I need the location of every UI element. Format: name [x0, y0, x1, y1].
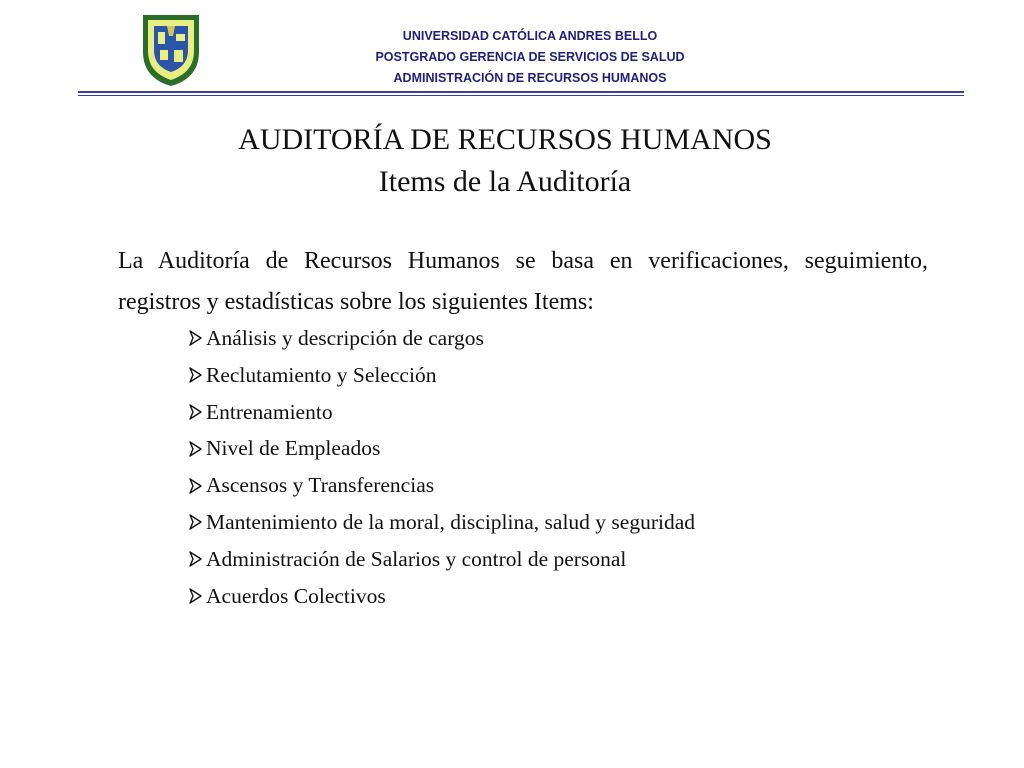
- list-item: [184, 578, 695, 615]
- list-item-label: Análisis y descripción de cargos: [206, 326, 484, 350]
- arrow-right-icon: [184, 586, 204, 606]
- intro-paragraph: La Auditoría de Recursos Humanos se basa en verificaciones, seguimiento, registros y estadísticas sobre los siguientes Items:: [118, 248, 928, 315]
- slide-subtitle: Items de la Auditoría: [378, 165, 632, 198]
- arrow-right-icon: [184, 328, 204, 348]
- list-item-label: Entrenamiento: [206, 399, 333, 424]
- list-item: [184, 320, 695, 357]
- list-item: [184, 504, 695, 541]
- arrow-right-icon: [184, 402, 204, 422]
- list-item-label: Mantenimiento de la moral, disciplina, salud y seguridad: [206, 509, 696, 534]
- arrow-right-icon: [184, 512, 204, 532]
- arrow-right-icon: [184, 549, 204, 569]
- list-item: [184, 357, 695, 394]
- university-logo: [140, 12, 202, 88]
- header-divider-thin: [78, 95, 964, 96]
- list-item-label: Ascensos y Transferencias: [206, 473, 435, 498]
- institution-header: [250, 26, 810, 89]
- list-item: [184, 430, 695, 467]
- list-item-label: Administración de Salarios y control de personal: [206, 546, 627, 571]
- list-item-label: Acuerdos Colectivos: [206, 583, 386, 608]
- header-department: ADMINISTRACIÓN DE RECURSOS HUMANOS: [393, 71, 667, 85]
- header-divider-thick: [78, 91, 964, 93]
- list-item: [184, 541, 695, 578]
- list-item: [184, 467, 695, 504]
- header-university: UNIVERSIDAD CATÓLICA ANDRES BELLO: [402, 29, 658, 43]
- header-postgraduate: POSTGRADO GERENCIA DE SERVICIOS DE SALUD: [375, 50, 685, 64]
- list-item: [184, 394, 695, 431]
- arrow-right-icon: [184, 476, 204, 496]
- arrow-right-icon: [184, 365, 204, 385]
- audit-items-list: [184, 320, 695, 614]
- list-item-label: Reclutamiento y Selección: [206, 362, 437, 387]
- slide-title: AUDITORÍA DE RECURSOS HUMANOS: [238, 123, 772, 156]
- arrow-right-icon: [184, 439, 204, 459]
- list-item-label: Nivel de Empleados: [206, 436, 381, 461]
